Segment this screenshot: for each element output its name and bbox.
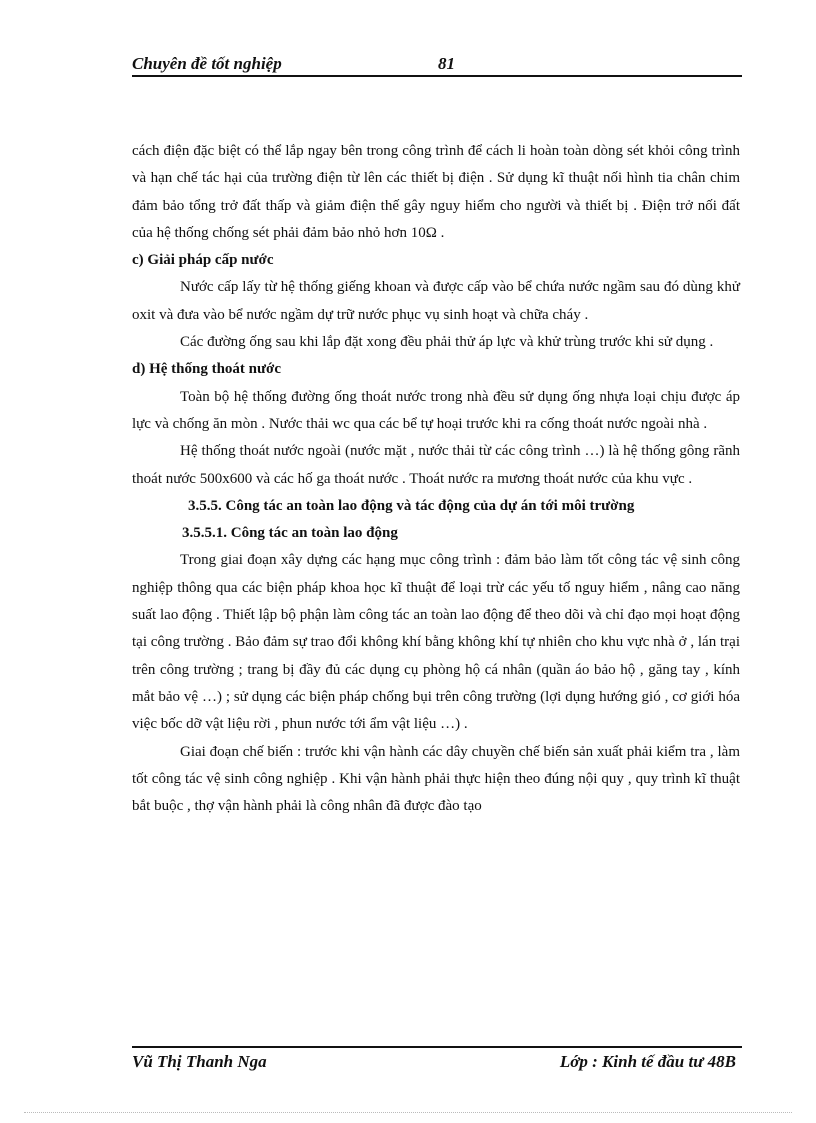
document-title: Chuyên đề tốt nghiệp — [132, 54, 282, 73]
paragraph-lightning-protection: cách điện đặc biệt có thể lắp ngay bên trong công trình để cách li hoàn toàn dòng sét khỏi công trình và hạn chế tác hại của trường điện từ lên các thiết bị điện . Sử dụng kĩ thuật nối hình tia chân chim đảm bảo tổng trở đất thấp và giảm điện thế gây nguy hiểm cho người và thiết bị . Điện trở nối đất của hệ thống chống sét phải đảm bảo nhỏ hơn 10Ω . — [132, 143, 740, 241]
paragraph-water-source: Nước cấp lấy từ hệ thống giếng khoan và được cấp vào bể chứa nước ngầm sau đó dùng khử oxit và đưa vào bể nước ngầm dự trữ nước phục vụ sinh hoạt và chữa cháy . — [132, 279, 740, 323]
header-rule — [132, 75, 742, 77]
page-footer — [132, 1048, 742, 1074]
page-number: 81 — [438, 54, 455, 73]
paragraph-pipe-testing: Các đường ống sau khi lắp đặt xong đều phải thử áp lực và khử trùng trước khi sử dụng . — [180, 334, 714, 351]
paragraph-construction-safety: Trong giai đoạn xây dựng các hạng mục công trình : đảm bảo làm tốt công tác vệ sinh công nghiệp thông qua các biện pháp khoa học kĩ thuật để loại trừ các yếu tố nguy hiểm , nâng cao năng suất lao động . Thiết lập bộ phận làm công tác an toàn lao động để theo dõi và chỉ đạo mọi hoạt động tại công trường . Bảo đảm sự trao đổi không khí bằng không khí tự nhiên cho khu vực nhà ở , lán trại trên công trường ; trang bị đầy đủ các dụng cụ phòng hộ cá nhân (quần áo bảo hộ , găng tay , kính mắt bảo vệ …) ; sử dụng các biện pháp chống bụi trên công trường (lợi dụng hướng gió , cơ giới hóa việc bốc dỡ vật liệu rời , phun nước tới ẩm vật liệu …) . — [132, 552, 740, 733]
page-header — [132, 50, 742, 76]
paragraph-indoor-drainage: Toàn bộ hệ thống đường ống thoát nước trong nhà đều sử dụng ống nhựa loại chịu được áp lực và chống ăn mòn . Nước thải wc qua các bể tự hoại trước khi ra cống thoát nước ngoài nhà . — [132, 388, 740, 432]
document-body — [132, 138, 740, 820]
subsection-heading-labor-safety: 3.5.5.1. Công tác an toàn lao động — [182, 525, 398, 542]
heading-drainage: d) Hệ thống thoát nước — [132, 361, 281, 378]
paragraph-outdoor-drainage: Hệ thống thoát nước ngoài (nước mặt , nước thải từ các công trình …) là hệ thống gông rãnh thoát nước 500x600 và các hố ga thoát nước . Thoát nước ra mương thoát nước của khu vực . — [132, 443, 740, 487]
paragraph-processing-safety: Giai đoạn chế biến : trước khi vận hành các dây chuyền chế biến sản xuất phải kiểm tra , làm tốt công tác vệ sinh công nghiệp . Khi vận hành phải thực hiện theo đúng nội quy , quy trình kĩ thuật bắt buộc , thợ vận hành phải là công nhân đã được đào tạo — [132, 743, 740, 815]
heading-water-supply: c) Giải pháp cấp nước — [132, 252, 274, 269]
page-edge-divider — [24, 1112, 792, 1113]
author-name: Vũ Thị Thanh Nga — [132, 1052, 267, 1071]
class-name: Lớp : Kinh tế đầu tư 48B — [559, 1052, 736, 1071]
section-heading-safety-environment: 3.5.5. Công tác an toàn lao động và tác động của dự án tới môi trường — [188, 497, 635, 514]
